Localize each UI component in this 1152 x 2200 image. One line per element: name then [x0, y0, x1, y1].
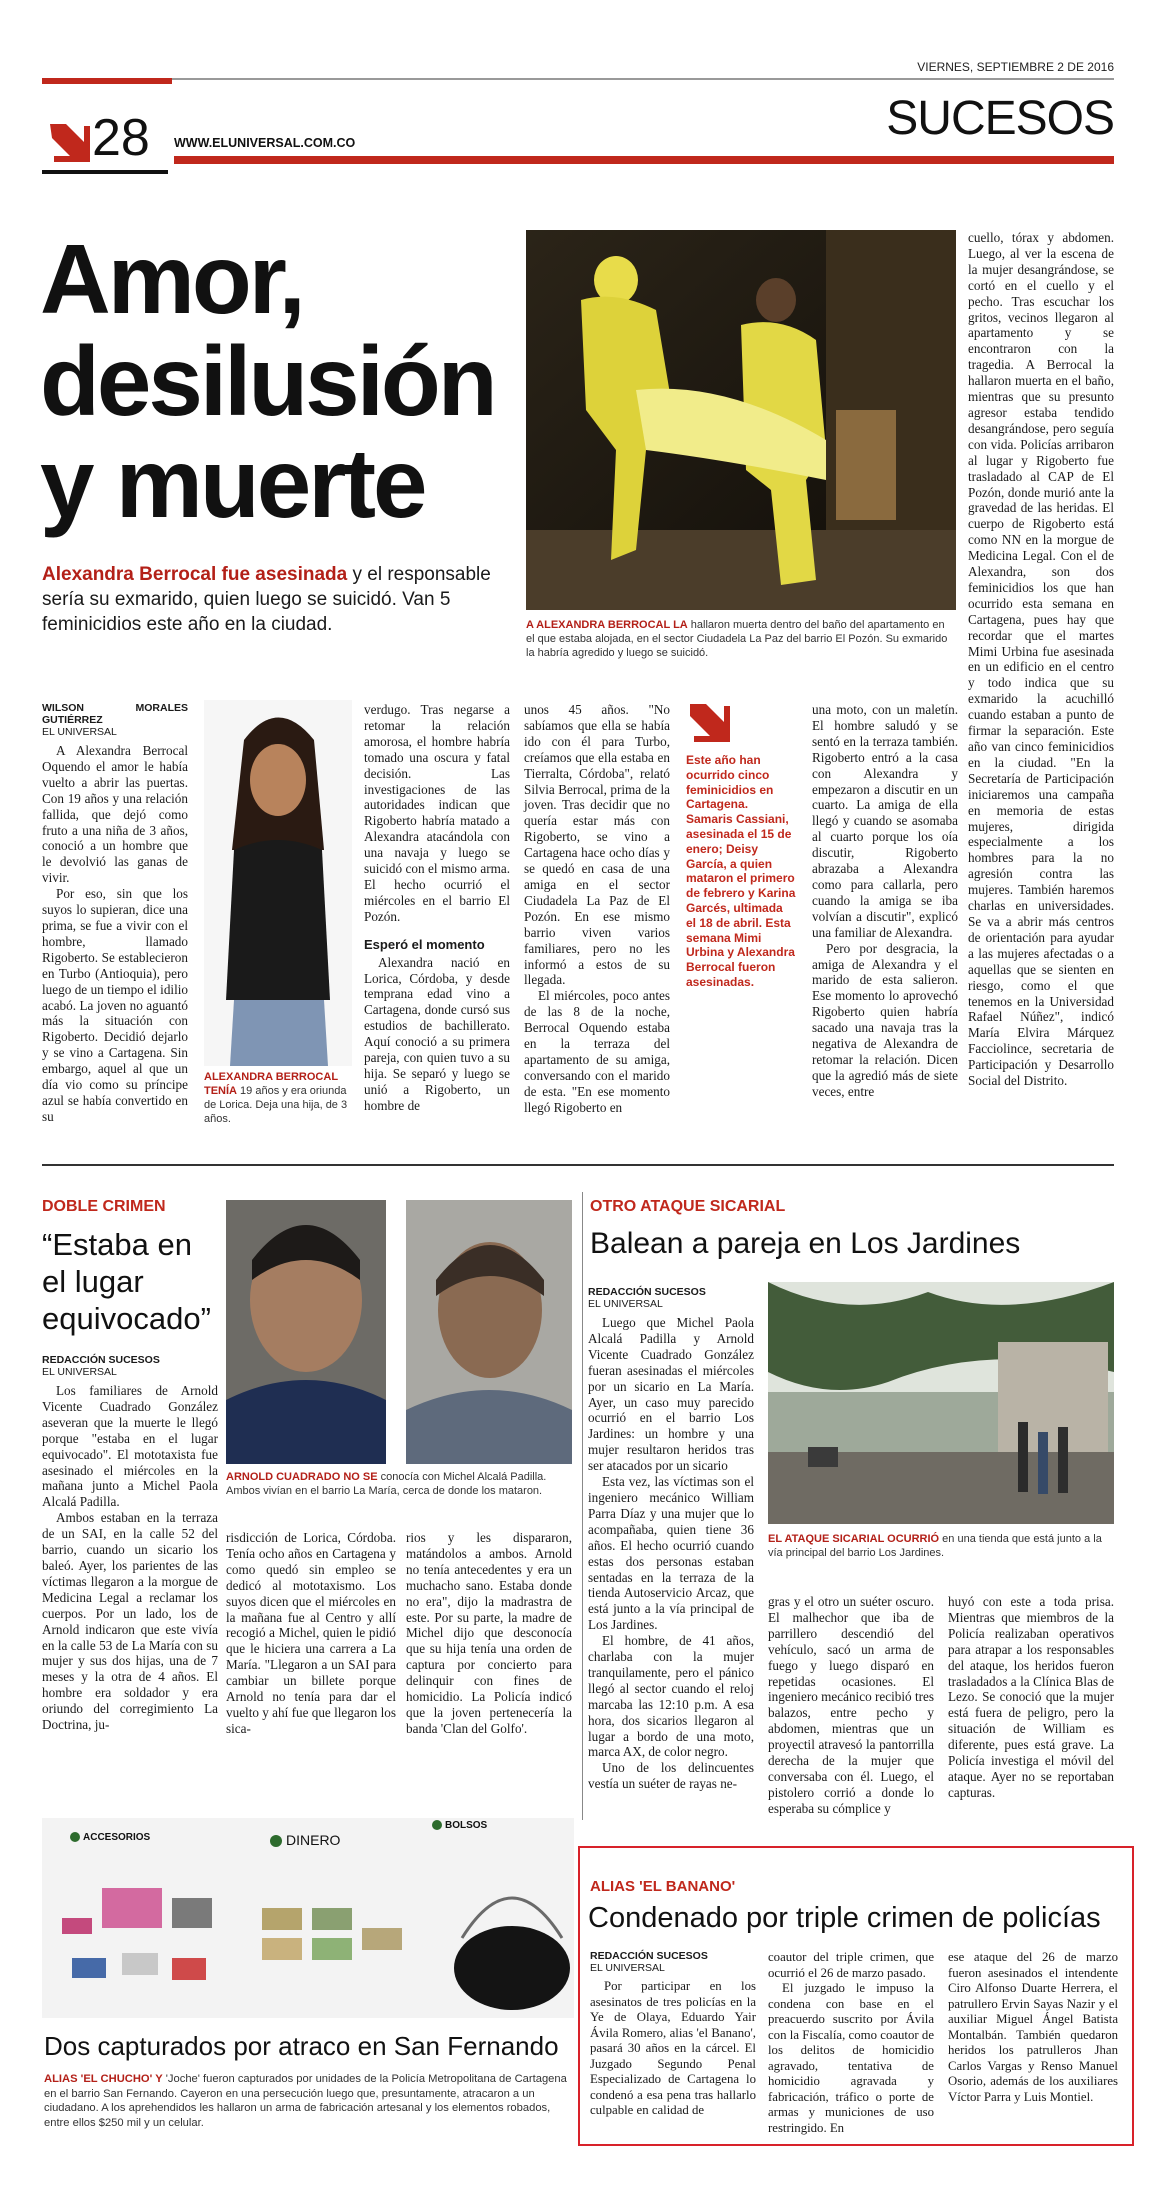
victim-photo-1 [226, 1200, 386, 1464]
paragraph: A Alexandra Berrocal Oquendo el amor le había vuelto a abrir las puertas. Con 19 años y una relación fallida, que dejó como fruto a una niña de 3 años, conoció a un hombre que le devolvió las ganas de vivir. [42, 743, 188, 886]
paragraph: El miércoles, poco antes de las 8 de la noche, Berrocal Oquendo estaba en la terraza del apartamento de su amiga, conversando con el marido de esta. "En ese momento llegó Rigoberto en [524, 988, 670, 1115]
section-divider [42, 1164, 1114, 1166]
byline [590, 1950, 756, 1974]
caption-label: ARNOLD CUADRADO NO SE [226, 1471, 378, 1483]
paragraph: Por participar en los asesinatos de tres policías en la Ye de Olaya, Eduardo Yair Ávila Romero, alias 'el Banano', pasará 30 años en la cárcel. El Juzgado Segundo Penal Especializado de Cartagena lo condenó a esa pena tras hallarlo culpable en calidad de [590, 1979, 756, 2117]
victim-photo-2 [406, 1200, 572, 1464]
section-title: SUCESOS [886, 92, 1114, 145]
doble-crimen-col-2 [226, 1530, 396, 1737]
caption-text: 'Joche' fueron capturados por unidades de la Policía Metropolitana de Cartagena en el barrio San Fernando. Cayeron en una persecución luego que, presuntamente, atracaron a un ciudadano. A los aprehendidos les hallaron un arma de fabricación artesanal y los elementos robados, entre ellos $250 mil y un celular. [44, 2073, 567, 2129]
caption-label: ALIAS 'EL CHUCHO' Y [44, 2073, 163, 2085]
caption-text: 19 años y era oriunda de Lorica. Deja una hija, de 3 años. [204, 1085, 348, 1125]
main-col-3 [524, 702, 670, 1116]
headline-line-3: y muerte [40, 428, 425, 538]
paragraph: Luego que Michel Paola Alcalá Padilla y Arnold Vicente Cuadrado González fueran asesinadas el miércoles por un sicario en La María. Ayer, un caso muy parecido ocurrió en el barrio Los Jardines: un hombre y una mujer resultaron heridos tras ser atacados por un sicario [588, 1315, 754, 1474]
byline-name: REDACCIÓN SUCESOS [590, 1950, 708, 1962]
main-photo-caption [526, 618, 956, 660]
headline-line-1: Amor, [40, 224, 303, 334]
byline-outlet: EL UNIVERSAL [588, 1298, 663, 1310]
caption-text: conocía con Michel Alcalá Padilla. Ambos vivían en el barrio La María, cerca de donde los mataron. [226, 1471, 547, 1497]
main-photo [526, 230, 956, 610]
arrow-down-right-icon [686, 700, 732, 746]
header-red-rule [174, 156, 1114, 164]
doble-crimen-col-3 [406, 1530, 572, 1737]
label-text: ACCESORIOS [83, 1832, 151, 1843]
el-banano-col-1 [590, 1950, 756, 2119]
main-col-2 [364, 702, 510, 1114]
paragraph: El hombre, de 41 años, charlaba con la mujer tranquilamente, pero el pánico llegó al sector cuando el reloj marcaba las 12:10 p.m. A esa hora, dos sicarios llegaron al lugar a bordo de una moto, marca AX, de color negro. [588, 1633, 754, 1760]
paragraph: Uno de los delincuentes vestía un suéter de rayas ne- [588, 1760, 754, 1792]
main-headline [40, 224, 540, 538]
byline-outlet: EL UNIVERSAL [42, 1366, 117, 1378]
paragraph: risdicción de Lorica, Córdoba. Tenía ocho años en Cartagena y como quedó sin empleo se dedicó al mototaxismo. Los suyos dicen que el miércoles en la mañana fue al Centro y allí recogió a Michel, quien le pidió que le hiciera una carrera a La María. "Llegaron a un SAI para cambiar un billete porque Arnold no tenía para dar el vuelto y ahí fue que llegaron los sica- [226, 1530, 396, 1736]
top-rule [42, 78, 1114, 80]
san-fernando-headline: Dos capturados por atraco en San Fernando [44, 2031, 559, 2061]
caption-label: A ALEXANDRA BERROCAL LA [526, 619, 688, 631]
page-number-underline [42, 170, 168, 174]
paragraph: Por eso, sin que los suyos lo supieran, dice una prima, se fue a vivir con el hombre, llamado Rigoberto. Se establecieron en Turbo (Antioquia), pero luego de un tiempo el idilio acabó. La joven no aguantó más la situación con Rigoberto. Decidió dejarlo y se vino a Cartagena. Sin embargo, aquel al que un día vio como su príncipe azul se había convertido en su [42, 886, 188, 1124]
doble-crimen-headline: “Estaba en el lugar equivocado” [42, 1227, 211, 1336]
byline [42, 1354, 218, 1378]
el-banano-col-3 [948, 1950, 1118, 2105]
san-fernando-caption [44, 2072, 574, 2130]
doble-crimen-col-1 [42, 1354, 218, 1733]
main-col-5 [812, 702, 958, 1100]
jardines-photo-caption [768, 1532, 1114, 1560]
byline [42, 702, 188, 738]
police-badge-icon [432, 1820, 442, 1830]
paragraph: ese ataque del 26 de marzo fueron asesinados el intendente Ciro Alfonso Duarte Herrera, el patrullero Ervin Sayas Nazir y el auxiliar Miguel Ángel Batista Montalbán. También quedaron heridos los patrulleros Jhan Carlos Vargas y Renso Manuel Osorio, además de los auxiliares Víctor Parra y Luis Montiel. [948, 1950, 1118, 2104]
label-text: BOLSOS [445, 1820, 488, 1831]
portrait-caption [204, 1070, 352, 1126]
el-banano-headline: Condenado por triple crimen de policías [588, 1902, 1101, 1934]
jardines-col-3 [948, 1594, 1114, 1801]
byline-name: REDACCIÓN SUCESOS [588, 1286, 706, 1298]
issue-date: VIERNES, SEPTIEMBRE 2 DE 2016 [917, 60, 1114, 74]
paragraph: cuello, tórax y abdomen. Luego, al ver la escena de la mujer desangrándose, se cortó en el cuello y el pecho. Tras escuchar los gritos, vecinos llegaron al apartamento y se encontraron con la tragedia. A Berrocal la hallaron muerta en el baño, mientras que su presunto agresor estaba tendido desangrándose, pero seguía con vida. Policías arribaron al lugar y Rigoberto fue trasladado al CAP de El Pozón, donde murió ante la gravedad de las heridas. El cuerpo de Rigoberto está como NN en la morgue de Medicina Legal. Con el de Alexandra, son dos feminicidios los que han ocurrido esta semana en Cartagena, pues hay que recordar que el martes Mimi Urbina fue asesinada en un edificio en el centro y todo indica que su exmarido la acuchilló cuando estaban a punto de firmar la separación. Este año van cinco feminicidios en la ciudad. "En la Secretaría de Participación iniciaremos una campaña en memoria de estas mujeres, dirigida especialmente a los hombres para la no agresión contra las mujeres. También haremos charlas en universidades. Se va a abrir más centros de orientación para ayudar a las mujeres afectadas o a aquellas que se sienten en riesgo, como el que tenemos en la Universidad Rafael Núñez", indicó María Elvira Márquez Facciolince, secretaria de Participación y Desarrollo Social del Distrito. [968, 230, 1114, 1089]
paragraph: una moto, con un maletín. El hombre saludó y se sentó en la terraza también. Rigoberto entró a la casa con Alexandra y empezaron a discutir en un cuarto. La amiga de ella llegó y cuando se asomaba al cuarto porque los oía discutir, Rigoberto abrazaba a Alexandra como para callarla, pero cuando la amiga se iba volvían a discutir", explicó una familiar de Alexandra. [812, 702, 958, 940]
byline-name: REDACCIÓN SUCESOS [42, 1354, 160, 1366]
byline [588, 1286, 754, 1310]
website-link[interactable]: WWW.ELUNIVERSAL.COM.CO [174, 136, 356, 150]
subhead: Esperó el momento [364, 936, 485, 952]
main-deck [42, 562, 524, 637]
paragraph: Ambos estaban en la terraza de un SAI, en la calle 52 del barrio, cuando un sicario los baleó. Ayer, los parientes de las víctimas llegaron a la morgue de Medicina Legal a reclamar los cuerpos. Por un lado, los de Arnold indicaron que este vivía en la calle 53 de La María con su mujer y sus dos hijas, una de 7 meses y la otra de 4 años. El hombre era soldador y era oriundo del corregimiento La Doctrina, ju- [42, 1510, 218, 1733]
paragraph: gras y el otro un suéter oscuro. El malhechor que iba de parrillero descendió del vehículo, sacó un arma de fuego y luego disparó en repetidas ocasiones. El ingeniero mecánico recibió tres balazos, entre pecho y abdomen, mientras que un proyectil atravesó la pantorrilla derecha de la mujer que conversaba con él. Luego, el pistolero corrió a donde lo esperaba su cómplice y [768, 1594, 934, 1816]
label-dinero [270, 1832, 340, 1848]
headline-line-2: desilusión [40, 326, 495, 436]
paragraph: Alexandra nació en Lorica, Córdoba, y desde temprana edad vino a Cartagena, donde cursó sus estudios de bachillerato. Aquí conoció a su primera pareja, con quien tuvo a su hija. Se separó y luego se unió a Rigoberto, un hombre de [364, 954, 510, 1113]
paragraph: Pero por desgracia, la amiga de Alexandra y el marido de esta salieron. Ese momento lo aprovechó Rigoberto quien habría sacado una navaja tras la negativa de Alexandra de retomar la relación. Dicen que la agredió más de siete veces, entre [812, 940, 958, 1099]
paragraph: unos 45 años. "No sabíamos que ella se había ido con él para Turbo, creíamos que ella estaba en Tierralta, Córdoba", relató Silvia Berrocal, prima de la joven. Tras decidir que no quería estar más con Rigoberto, se vino a Cartagena hace ocho días y se quedó en casa de una amiga en el sector Ciudadela La Paz de El Pozón. En ese mismo barrio viven varios familiares, pero no les informó a estos de su llegada. [524, 702, 670, 988]
paragraph: El juzgado le impuso la condena con base en el preacuerdo suscrito por Ávila con la Fiscalía, como coautor de los delitos de homicidio agravado, tentativa de homicidio agravada y fabricación, tráfico o porte de armas y municiones de uso restringido. En [768, 1981, 934, 2135]
paragraph: Esta vez, las víctimas son el ingeniero mecánico William Parra Díaz y una mujer que lo acompañaba, quien tiene 36 años. El hecho ocurrió cuando estas dos personas estaban sentadas en la terraza de la tienda Autoservicio Arcaz, que está junto a la vía principal de Los Jardines. [588, 1474, 754, 1633]
deck-text: y el responsable sería su exmarido, quien luego se suicidó. Van 5 feminicidios este año en la ciudad. [42, 564, 491, 635]
caption-label: ALEXANDRA BERROCAL TENÍA [204, 1071, 338, 1097]
doble-crimen-kicker: DOBLE CRIMEN [42, 1198, 166, 1215]
street-photo [768, 1282, 1114, 1524]
page-number-box [42, 110, 168, 172]
doble-crimen-photo-caption [226, 1470, 574, 1498]
byline-name: WILSON MORALES GUTIÉRREZ [42, 702, 188, 726]
column-divider [582, 1192, 583, 1820]
jardines-headline: Balean a pareja en Los Jardines [590, 1227, 1021, 1260]
top-red-bar [42, 78, 172, 84]
label-accesorios [70, 1832, 150, 1843]
police-badge-icon [270, 1835, 282, 1847]
deck-highlight: Alexandra Berrocal fue asesinada [42, 564, 348, 585]
paragraph: huyó con este a toda prisa. Mientras que miembros de la Policía realizaban operativos para atrapar a los responsables del ataque, los heridos fueron trasladados a la Clínica Blas de Lezo. Se conoció que la mujer está fuera de peligro, pero la situación de William es diferente, pues está grave. La Policía investiga el móvil del ataque. Ayer no se reportaban capturas. [948, 1594, 1114, 1800]
jardines-col-1 [588, 1286, 754, 1792]
caption-text: hallaron muerta dentro del baño del apartamento en el que estaba alojada, en el sector Ciudadela La Paz del barrio El Pozón. Su exmarido la habría agredido y luego se suicidó. [526, 619, 948, 659]
main-col-6 [968, 230, 1114, 1089]
page-number: 28 [92, 109, 150, 167]
jardines-kicker: OTRO ATAQUE SICARIAL [590, 1198, 786, 1215]
paragraph: coautor del triple crimen, que ocurrió el 26 de marzo pasado. [768, 1950, 934, 1980]
byline-outlet: EL UNIVERSAL [590, 1962, 665, 1974]
caption-label: EL ATAQUE SICARIAL OCURRIÓ [768, 1533, 940, 1545]
sidebar-text: Este año han ocurrido cinco feminicidios en Cartagena. Samaris Cassiani, asesinada el 15 de enero; Deisy García, a quien mataron el primero de febrero y Karina Garcés, ultimada el 18 de abril. Esta semana Mimi Urbina y Alexandra Berrocal fueron asesinadas. [686, 753, 796, 989]
paragraph: Los familiares de Arnold Vicente Cuadrado González aseveran que la muerte le llegó porque "estaba en el lugar equivocado". El mototaxista fue asesinado el miércoles en la mañana junto a Michel Paola Alcalá Padilla. [42, 1383, 218, 1510]
paragraph: verdugo. Tras negarse a retomar la relación amorosa, el hombre habría tomado una oscura y fatal decisión. Las investigaciones de las autoridades indican que Rigoberto habría matado a Alexandra atacándola con una navaja y luego se suicidó con el mismo arma. El hecho ocurrió el miércoles en el barrio El Pozón. [364, 702, 510, 924]
byline-outlet: EL UNIVERSAL [42, 726, 117, 738]
el-banano-col-2 [768, 1950, 934, 2136]
paragraph: rios y les dispararon, matándolos a ambos. Arnold no tenía antecedentes y era un muchacho sano. Estaba donde no era", dijo la madrastra de este. Por su parte, la madre de Michel dijo que desconocía que su hija tenía una orden de captura por concierto para delinquir con fines de homicidio. La Policía indicó que la joven pertenecería la banda 'Clan del Golfo'. [406, 1530, 572, 1736]
evidence-photo [42, 1818, 574, 2018]
el-banano-kicker: ALIAS 'EL BANANO' [590, 1878, 736, 1895]
arrow-down-right-icon [44, 118, 90, 164]
main-col-1 [42, 702, 188, 1125]
caption-text: en una tienda que está junto a la vía principal del barrio Los Jardines. [768, 1533, 1102, 1559]
jardines-col-2 [768, 1594, 934, 1817]
label-text: DINERO [286, 1832, 341, 1848]
sidebar-fact-box [686, 700, 796, 990]
label-bolsos [432, 1820, 487, 1831]
portrait-photo [204, 700, 352, 1066]
police-badge-icon [70, 1832, 80, 1842]
